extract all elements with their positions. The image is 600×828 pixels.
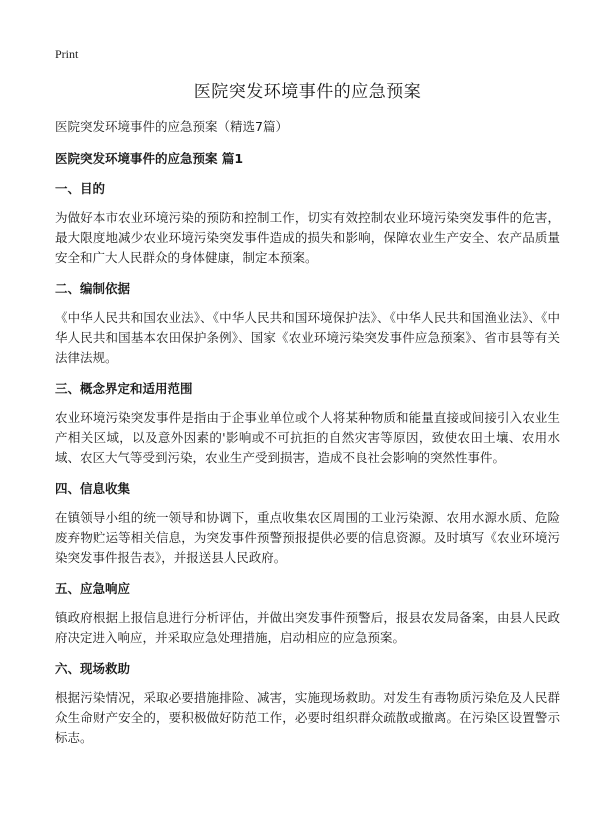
section-heading: 五、应急响应 (55, 581, 131, 596)
section-scope (55, 380, 560, 468)
section-basis (55, 280, 560, 368)
section-body: 在镇领导小组的统一领导和协调下，重点收集农区周围的工业污染源、农用水源水质、危险废弃物贮运等相关信息，为突发事件预警预报提供必要的信息资源。及时填写《农业环境污染突发事件报告表》，并报送县人民政府。 (55, 510, 560, 565)
section-body: 镇政府根据上报信息进行分析评估，并做出突发事件预警后，报县农发局备案，由县人民政府决定进入响应，并采取应急处理措施，启动相应的应急预案。 (55, 610, 560, 645)
section-body: 农业环境污染突发事件是指由于企事业单位或个人将某种物质和能量直接或间接引入农业生产相关区域，以及意外因素的'影响或不可抗拒的自然灾害等原因，致使农田土壤、农用水域、农区大气等受到污染，农业生产受到损害，造成不良社会影响的突然性事件。 (55, 410, 560, 465)
section-heading: 二、编制依据 (55, 281, 131, 296)
section-heading: 一、目的 (55, 181, 106, 196)
part-heading: 医院突发环境事件的应急预案 篇1 (55, 151, 244, 166)
section-purpose (55, 180, 560, 268)
section-heading: 三、概念界定和适用范围 (55, 381, 193, 396)
section-response (55, 580, 560, 648)
section-heading: 六、现场救助 (55, 661, 131, 676)
section-rescue (55, 660, 560, 748)
section-heading: 四、信息收集 (55, 481, 131, 496)
document-title: 医院突发环境事件的应急预案 (193, 82, 422, 102)
print-link[interactable]: Print (55, 47, 79, 61)
section-body: 为做好本市农业环境污染的预防和控制工作，切实有效控制农业环境污染突发事件的危害，最大限度地减少农业环境污染突发事件造成的损失和影响，保障农业生产安全、农产品质量安全和广大人民群众的身体健康，制定本预案。 (55, 210, 560, 265)
document-subtitle: 医院突发环境事件的应急预案（精选7篇） (55, 119, 288, 134)
section-body: 《中华人民共和国农业法》、《中华人民共和国环境保护法》、《中华人民共和国渔业法》、《中华人民共和国基本农田保护条例》、国家《农业环境污染突发事件应急预案》、省市县等有关法律法规。 (55, 310, 560, 365)
section-information (55, 480, 560, 568)
section-body: 根据污染情况，采取必要措施排险、减害，实施现场救助。对发生有毒物质污染危及人民群众生命财产安全的，要积极做好防范工作，必要时组织群众疏散或撤离。在污染区设置警示标志。 (55, 690, 560, 745)
